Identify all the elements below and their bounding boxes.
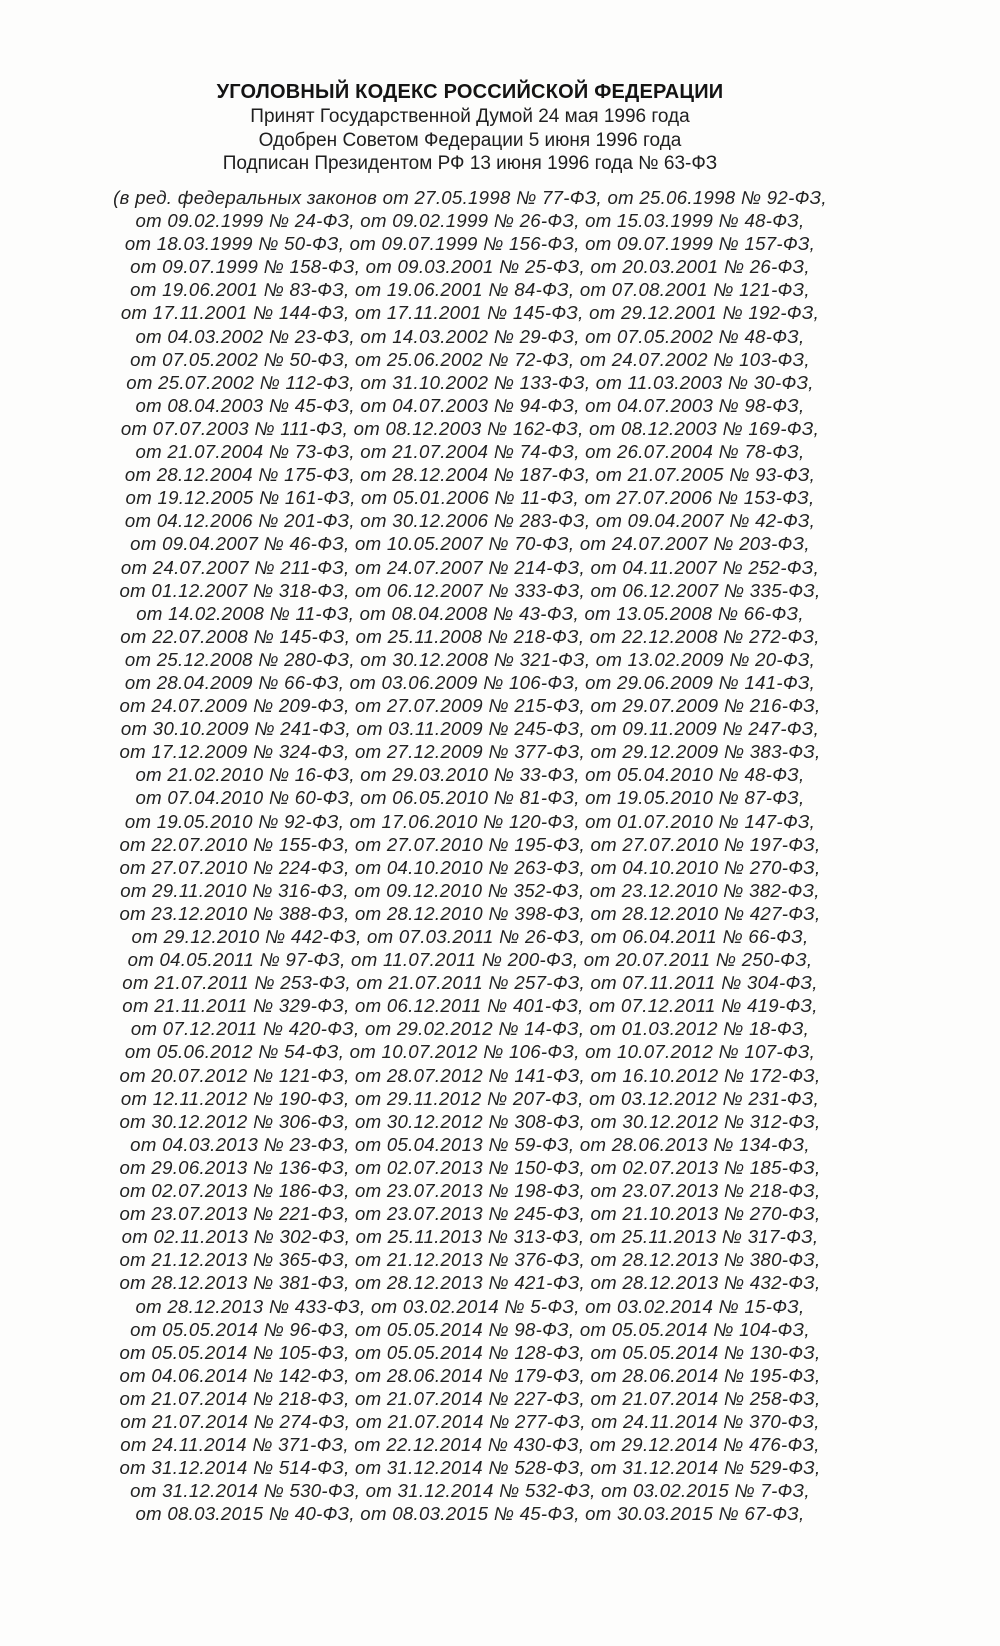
- amendment-line: от 29.12.2010 № 442-ФЗ, от 07.03.2011 № 26-ФЗ, от 06.04.2011 № 66-ФЗ,: [131, 926, 809, 947]
- amendment-line: от 08.03.2015 № 40-ФЗ, от 08.03.2015 № 45-ФЗ, от 30.03.2015 № 67-ФЗ,: [135, 1503, 805, 1525]
- amendment-line: от 21.12.2013 № 365-ФЗ, от 21.12.2013 № 376-ФЗ, от 28.12.2013 № 380-ФЗ,: [119, 1249, 821, 1271]
- amendment-line: от 18.03.1999 № 50-ФЗ, от 09.07.1999 № 156-ФЗ, от 09.07.1999 № 157-ФЗ,: [124, 233, 816, 255]
- amendment-line: от 19.05.2010 № 92-ФЗ, от 17.06.2010 № 120-ФЗ, от 01.07.2010 № 147-ФЗ,: [124, 810, 816, 832]
- amendment-line: от 21.02.2010 № 16-ФЗ, от 29.03.2010 № 33-ФЗ, от 05.04.2010 № 48-ФЗ,: [135, 764, 805, 786]
- amendment-line: от 09.07.1999 № 158-ФЗ, от 09.03.2001 № 25-ФЗ, от 20.03.2001 № 26-ФЗ,: [130, 256, 810, 278]
- amendment-line: от 29.11.2010 № 316-ФЗ, от 09.12.2010 № 352-ФЗ, от 23.12.2010 № 382-ФЗ,: [120, 879, 820, 901]
- amendment-line: от 22.07.2008 № 145-ФЗ, от 25.11.2008 № 218-ФЗ, от 22.12.2008 № 272-ФЗ,: [120, 625, 820, 647]
- amendment-line: от 24.07.2007 № 211-ФЗ, от 24.07.2007 № 214-ФЗ, от 04.11.2007 № 252-ФЗ,: [120, 556, 820, 578]
- amendment-line: от 04.03.2013 № 23-ФЗ, от 05.04.2013 № 59-ФЗ, от 28.06.2013 № 134-ФЗ,: [130, 1133, 810, 1155]
- amendment-line: от 22.07.2010 № 155-ФЗ, от 27.07.2010 № 195-ФЗ, от 27.07.2010 № 197-ФЗ,: [119, 833, 821, 855]
- amendment-line: от 21.07.2014 № 218-ФЗ, от 21.07.2014 № 227-ФЗ, от 21.07.2014 № 258-ФЗ,: [119, 1387, 821, 1409]
- amendment-line: от 19.06.2001 № 83-ФЗ, от 19.06.2001 № 84-ФЗ, от 07.08.2001 № 121-ФЗ,: [130, 279, 810, 301]
- amendment-line: от 02.07.2013 № 186-ФЗ, от 23.07.2013 № 198-ФЗ, от 23.07.2013 № 218-ФЗ,: [119, 1180, 821, 1202]
- document-header: [0, 80, 940, 176]
- amendment-line: от 28.12.2004 № 175-ФЗ, от 28.12.2004 № 187-ФЗ, от 21.07.2005 № 93-ФЗ,: [124, 464, 816, 486]
- amendment-line: от 19.12.2005 № 161-ФЗ, от 05.01.2006 № 11-ФЗ, от 27.07.2006 № 153-ФЗ,: [125, 487, 815, 509]
- amendment-line: от 24.07.2009 № 209-ФЗ, от 27.07.2009 № 215-ФЗ, от 29.07.2009 № 216-ФЗ,: [119, 695, 821, 717]
- amendment-line: от 08.04.2003 № 45-ФЗ, от 04.07.2003 № 94-ФЗ, от 04.07.2003 № 98-ФЗ,: [135, 394, 805, 416]
- amendment-line: от 27.07.2010 № 224-ФЗ, от 04.10.2010 № 263-ФЗ, от 04.10.2010 № 270-ФЗ,: [119, 856, 821, 878]
- amendment-line: от 31.12.2014 № 530-ФЗ, от 31.12.2014 № 532-ФЗ, от 03.02.2015 № 7-ФЗ,: [130, 1480, 810, 1502]
- amendment-line: от 17.12.2009 № 324-ФЗ, от 27.12.2009 № 377-ФЗ, от 29.12.2009 № 383-ФЗ,: [119, 741, 821, 763]
- amendment-line: от 28.04.2009 № 66-ФЗ, от 03.06.2009 № 106-ФЗ, от 29.06.2009 № 141-ФЗ,: [124, 671, 816, 693]
- adoption-line: Принят Государственной Думой 24 мая 1996 года: [250, 106, 690, 127]
- amendment-line: от 02.11.2013 № 302-ФЗ, от 25.11.2013 № 313-ФЗ, от 25.11.2013 № 317-ФЗ,: [121, 1226, 819, 1248]
- amendment-line: от 05.05.2014 № 105-ФЗ, от 05.05.2014 № 128-ФЗ, от 05.05.2014 № 130-ФЗ,: [119, 1341, 821, 1363]
- amendment-line: от 28.12.2013 № 433-ФЗ, от 03.02.2014 № 5-ФЗ, от 03.02.2014 № 15-ФЗ,: [135, 1295, 805, 1317]
- amendment-line: от 20.07.2012 № 121-ФЗ, от 28.07.2012 № 141-ФЗ, от 16.10.2012 № 172-ФЗ,: [119, 1064, 821, 1086]
- amendment-line: от 07.05.2002 № 50-ФЗ, от 25.06.2002 № 72-ФЗ, от 24.07.2002 № 103-ФЗ,: [130, 348, 810, 370]
- amendment-line: от 07.07.2003 № 111-ФЗ, от 08.12.2003 № 162-ФЗ, от 08.12.2003 № 169-ФЗ,: [120, 417, 820, 439]
- amendment-line: от 31.12.2014 № 514-ФЗ, от 31.12.2014 № 528-ФЗ, от 31.12.2014 № 529-ФЗ,: [119, 1457, 821, 1479]
- amendment-line: от 21.11.2011 № 329-ФЗ, от 06.12.2011 № 401-ФЗ, от 07.12.2011 № 419-ФЗ,: [122, 995, 818, 1017]
- amendment-line: от 09.04.2007 № 46-ФЗ, от 10.05.2007 № 70-ФЗ, от 24.07.2007 № 203-ФЗ,: [130, 533, 810, 555]
- amendment-line: от 01.12.2007 № 318-ФЗ, от 06.12.2007 № 333-ФЗ, от 06.12.2007 № 335-ФЗ,: [119, 579, 821, 601]
- amendment-line: от 23.07.2013 № 221-ФЗ, от 23.07.2013 № 245-ФЗ, от 21.10.2013 № 270-ФЗ,: [119, 1203, 821, 1225]
- amendment-line: от 21.07.2014 № 274-ФЗ, от 21.07.2014 № 277-ФЗ, от 24.11.2014 № 370-ФЗ,: [120, 1410, 820, 1432]
- amendment-line: от 09.02.1999 № 24-ФЗ, от 09.02.1999 № 26-ФЗ, от 15.03.1999 № 48-ФЗ,: [135, 210, 805, 232]
- amendment-line: от 24.11.2014 № 371-ФЗ, от 22.12.2014 № 430-ФЗ, от 29.12.2014 № 476-ФЗ,: [120, 1434, 820, 1456]
- amendments-list: [0, 186, 940, 1525]
- amendment-line: от 23.12.2010 № 388-ФЗ, от 28.12.2010 № 398-ФЗ, от 28.12.2010 № 427-ФЗ,: [119, 902, 821, 924]
- approval-line: Одобрен Советом Федерации 5 июня 1996 года: [258, 129, 682, 151]
- amendment-line: от 04.12.2006 № 201-ФЗ, от 30.12.2006 № 283-ФЗ, от 09.04.2007 № 42-ФЗ,: [124, 510, 816, 532]
- amendment-line: от 30.12.2012 № 306-ФЗ, от 30.12.2012 № 308-ФЗ, от 30.12.2012 № 312-ФЗ,: [119, 1110, 821, 1132]
- amendment-line: от 17.11.2001 № 144-ФЗ, от 17.11.2001 № 145-ФЗ, от 29.12.2001 № 192-ФЗ,: [120, 302, 820, 324]
- amendment-line: от 07.12.2011 № 420-ФЗ, от 29.02.2012 № 14-ФЗ, от 01.03.2012 № 18-ФЗ,: [130, 1018, 810, 1040]
- amendment-line: от 12.11.2012 № 190-ФЗ, от 29.11.2012 № 207-ФЗ, от 03.12.2012 № 231-ФЗ,: [120, 1087, 820, 1109]
- amendment-line: от 25.07.2002 № 112-ФЗ, от 31.10.2002 № 133-ФЗ, от 11.03.2003 № 30-ФЗ,: [126, 371, 814, 393]
- amendment-line: от 29.06.2013 № 136-ФЗ, от 02.07.2013 № 150-ФЗ, от 02.07.2013 № 185-ФЗ,: [119, 1156, 821, 1178]
- document-title: УГОЛОВНЫЙ КОДЕКС РОССИЙСКОЙ ФЕДЕРАЦИИ: [216, 81, 724, 103]
- amendment-line: от 25.12.2008 № 280-ФЗ, от 30.12.2008 № 321-ФЗ, от 13.02.2009 № 20-ФЗ,: [124, 648, 816, 670]
- amendment-line: от 21.07.2011 № 253-ФЗ, от 21.07.2011 № 257-ФЗ, от 07.11.2011 № 304-ФЗ,: [122, 972, 818, 994]
- signature-line: Подписан Президентом РФ 13 июня 1996 года № 63-ФЗ: [222, 153, 718, 174]
- amendment-line: от 21.07.2004 № 73-ФЗ, от 21.07.2004 № 74-ФЗ, от 26.07.2004 № 78-ФЗ,: [135, 441, 805, 463]
- amendment-line: от 04.05.2011 № 97-ФЗ, от 11.07.2011 № 200-ФЗ, от 20.07.2011 № 250-ФЗ,: [127, 949, 813, 971]
- amendment-line: от 04.06.2014 № 142-ФЗ, от 28.06.2014 № 179-ФЗ, от 28.06.2014 № 195-ФЗ,: [119, 1364, 821, 1386]
- amendment-line: от 04.03.2002 № 23-ФЗ, от 14.03.2002 № 29-ФЗ, от 07.05.2002 № 48-ФЗ,: [135, 325, 805, 347]
- amendment-line: от 30.10.2009 № 241-ФЗ, от 03.11.2009 № 245-ФЗ, от 09.11.2009 № 247-ФЗ,: [120, 718, 820, 740]
- amendment-line: от 07.04.2010 № 60-ФЗ, от 06.05.2010 № 81-ФЗ, от 19.05.2010 № 87-ФЗ,: [135, 787, 805, 809]
- amendment-line: от 05.06.2012 № 54-ФЗ, от 10.07.2012 № 106-ФЗ, от 10.07.2012 № 107-ФЗ,: [124, 1041, 816, 1063]
- amendment-line: от 14.02.2008 № 11-ФЗ, от 08.04.2008 № 43-ФЗ, от 13.05.2008 № 66-ФЗ,: [136, 602, 804, 624]
- amendment-line: от 28.12.2013 № 381-ФЗ, от 28.12.2013 № 421-ФЗ, от 28.12.2013 № 432-ФЗ,: [119, 1272, 821, 1294]
- amendment-line: от 05.05.2014 № 96-ФЗ, от 05.05.2014 № 98-ФЗ, от 05.05.2014 № 104-ФЗ,: [130, 1318, 810, 1340]
- amendment-line: (в ред. федеральных законов от 27.05.1998 № 77-ФЗ, от 25.06.1998 № 92-ФЗ,: [113, 187, 827, 208]
